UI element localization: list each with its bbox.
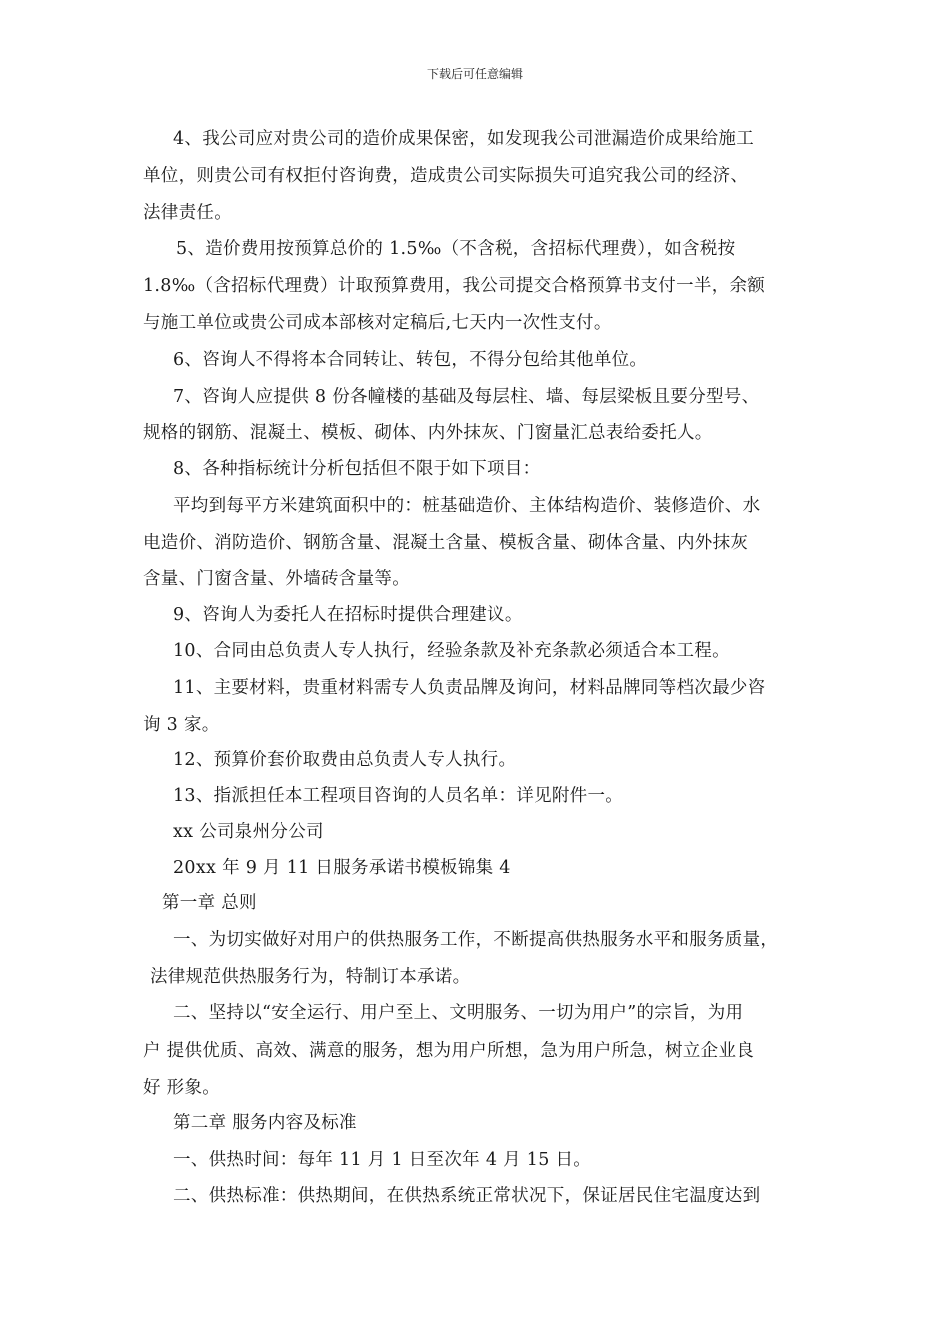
text-line: 7、咨询人应提供 8 份各幢楼的基础及每层柱、墙、每层梁板且要分型号、 [173, 387, 760, 407]
text-line: 一、为切实做好对用户的供热服务工作，不断提高供热服务水平和服务质量， [173, 930, 779, 950]
text-line: 法律责任。 [143, 203, 232, 223]
text-line: 10、合同由总负责人专人执行，经验条款及补充条款必须适合本工程。 [173, 641, 730, 661]
text-line: 5、造价费用按预算总价的 1.5‰（不含税，含招标代理费），如含税按 [176, 239, 736, 259]
text-line: 二、坚持以“安全运行、用户至上、文明服务、一切为用户”的宗旨，为用 [173, 1003, 744, 1023]
text-line: 11、主要材料，贵重材料需专人负责品牌及询问，材料品牌同等档次最少咨 [173, 678, 766, 698]
text-line: 二、供热标准：供热期间，在供热系统正常状况下，保证居民住宅温度达到 [173, 1186, 761, 1206]
text-line: xx 公司泉州分公司 [173, 822, 324, 842]
text-line: 平均到每平方米建筑面积中的：桩基础造价、主体结构造价、装修造价、水 [173, 496, 761, 516]
text-line: 一、供热时间：每年 11 月 1 日至次年 4 月 15 日。 [173, 1150, 592, 1170]
text-line: 8、各种指标统计分析包括但不限于如下项目： [173, 459, 541, 479]
text-line: 13、指派担任本工程项目咨询的人员名单：详见附件一。 [173, 786, 624, 806]
text-line: 与施工单位或贵公司成本部核对定稿后,七天内一次性支付。 [143, 313, 612, 333]
text-line: 9、咨询人为委托人在招标时提供合理建议。 [173, 605, 523, 625]
text-line: 1.8‰（含招标代理费）计取预算费用，我公司提交合格预算书支付一半，余额 [143, 276, 766, 296]
chapter-heading: 第二章 服务内容及标准 [173, 1113, 357, 1133]
text-line: 好 形象。 [143, 1078, 221, 1098]
text-line: 含量、门窗含量、外墙砖含量等。 [143, 569, 410, 589]
text-line: 户 提供优质、高效、满意的服务，想为用户所想，急为用户所急，树立企业良 [143, 1041, 755, 1061]
text-line: 6、咨询人不得将本合同转让、转包，不得分包给其他单位。 [173, 350, 648, 370]
page-header: 下载后可任意编辑 [426, 67, 523, 81]
text-line: 12、预算价套价取费由总负责人专人执行。 [173, 750, 517, 770]
text-line: 电造价、消防造价、钢筋含量、混凝土含量、模板含量、砌体含量、内外抹灰 [143, 533, 749, 553]
text-line: 单位，则贵公司有权拒付咨询费，造成贵公司实际损失可追究我公司的经济、 [143, 166, 749, 186]
text-line: 规格的钢筋、混凝土、模板、砌体、内外抹灰、门窗量汇总表给委托人。 [143, 423, 713, 443]
text-line: 法律规范供热服务行为，特制订本承诺。 [150, 967, 471, 987]
text-line: 询 3 家。 [143, 715, 220, 735]
text-line: 20xx 年 9 月 11 日服务承诺书模板锦集 4 [173, 858, 511, 878]
chapter-heading: 第一章 总则 [162, 893, 257, 913]
text-line: 4、我公司应对贵公司的造价成果保密，如发现我公司泄漏造价成果给施工 [173, 129, 755, 149]
